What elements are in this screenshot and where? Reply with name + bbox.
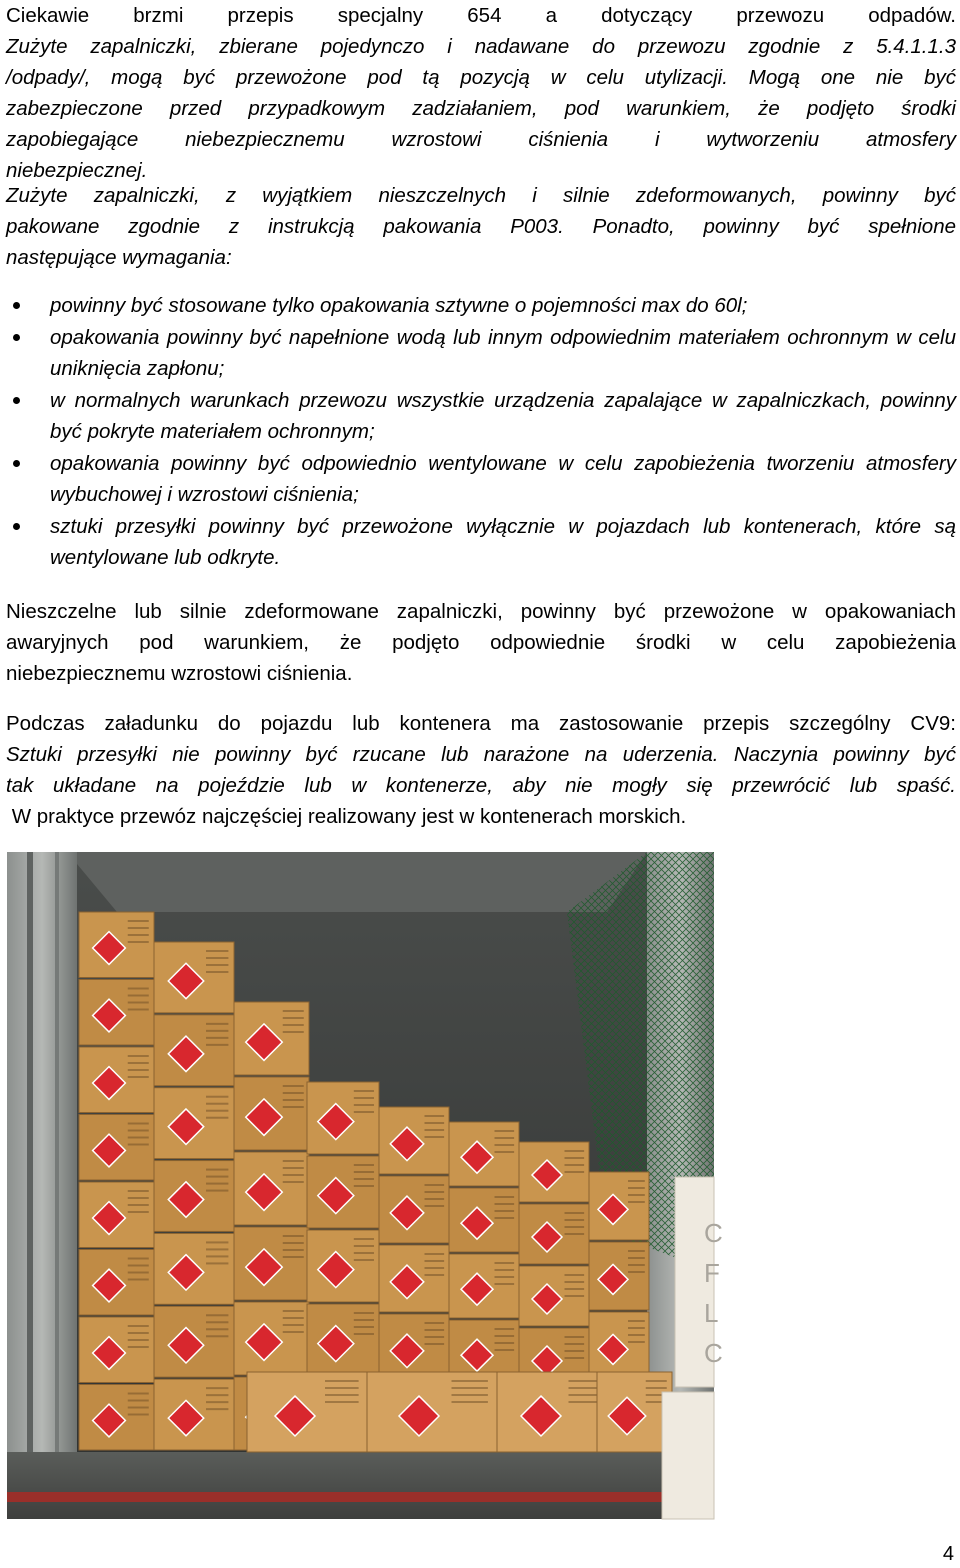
text-line: tak układane na pojeździe lub w kontenerze, aby nie mogły się przewrócić lub spaść.	[6, 774, 956, 797]
bullet-icon	[13, 523, 20, 530]
text-fragment: pakowane zgodnie z instrukcją pakowania P003.	[6, 215, 564, 238]
text-line: /odpady/, mogą być przewożone pod tą pozycją w celu utylizacji. Mogą one nie być	[6, 66, 956, 89]
text-line: niebezpiecznej.	[6, 159, 148, 182]
text-fragment: Ponadto, powinny być spełnione	[563, 215, 956, 238]
requirement-item	[0, 322, 956, 384]
text-line: Podczas załadunku do pojazdu lub kontenera ma zastosowanie przepis szczególny CV9:	[6, 712, 956, 735]
page-number: 4	[942, 1543, 954, 1565]
text-line: Nieszczelne lub silnie zdeformowane zapalniczki, powinny być przewożone w opakowaniach	[6, 600, 956, 623]
text-line: następujące wymagania:	[6, 246, 232, 269]
requirement-item	[0, 290, 956, 321]
box-letter: F	[704, 1258, 720, 1288]
box-letter: C	[704, 1218, 723, 1248]
requirement-item	[0, 385, 956, 447]
paragraph-cv9	[6, 708, 956, 832]
requirement-text: w normalnych warunkach przewozu wszystkie urządzenia zapalające w zapalniczkach, powinny być pokryte materiałem ochronnym;	[50, 389, 956, 443]
bullet-icon	[13, 460, 20, 467]
text-line: awaryjnych pod warunkiem, że podjęto odpowiednie środki w celu zapobieżenia	[6, 631, 956, 654]
requirement-text: opakowania powinny być odpowiednio wentylowane w celu zapobieżenia tworzeniu atmosfery wybuchowej i wzrostowi ciśnienia;	[50, 452, 956, 506]
paragraph-special-provision-654	[6, 0, 956, 186]
text-line: zapobiegające niebezpiecznemu wzrostowi ciśnienia i wytworzeniu atmosfery	[6, 128, 956, 151]
paragraph-damaged-lighters	[6, 596, 956, 689]
photo-illustration	[7, 852, 723, 1519]
requirement-item	[0, 448, 956, 510]
text-line: W praktyce przewóz najczęściej realizowany jest w kontenerach morskich.	[6, 805, 687, 828]
requirement-text: powinny być stosowane tylko opakowania sztywne o pojemności max do 60l;	[50, 294, 748, 317]
text-line: Sztuki przesyłki nie powinny być rzucane lub narażone na uderzenia. Naczynia powinny być	[6, 743, 956, 766]
container-cargo-photo	[7, 852, 723, 1519]
text-line: Zużyte zapalniczki, z wyjątkiem nieszczelnych i silnie zdeformowanych, powinny być	[6, 184, 956, 207]
text-line: zabezpieczone przed przypadkowym zadziałaniem, pod warunkiem, że podjęto środki	[6, 97, 956, 120]
bullet-icon	[13, 334, 20, 341]
box-letter: L	[704, 1298, 719, 1328]
bullet-icon	[13, 397, 20, 404]
paragraph-packing-instruction	[6, 180, 956, 273]
text-line: Ciekawie brzmi przepis specjalny 654 a dotyczący przewozu odpadów.	[6, 4, 956, 27]
requirement-item	[0, 511, 956, 573]
text-line	[6, 211, 956, 242]
requirements-list	[0, 290, 960, 574]
box-letter: C	[704, 1338, 723, 1368]
bullet-icon	[13, 302, 20, 309]
text-line: Zużyte zapalniczki, zbierane pojedynczo i nadawane do przewozu zgodnie z 5.4.1.1.3	[6, 35, 956, 58]
requirement-text: opakowania powinny być napełnione wodą lub innym odpowiednim materiałem ochronnym w celu uniknięcia zapłonu;	[50, 326, 956, 380]
requirement-text: sztuki przesyłki powinny być przewożone wyłącznie w pojazdach lub kontenerach, które są wentylowane lub odkryte.	[50, 515, 956, 569]
text-line: niebezpiecznemu wzrostowi ciśnienia.	[6, 662, 353, 685]
